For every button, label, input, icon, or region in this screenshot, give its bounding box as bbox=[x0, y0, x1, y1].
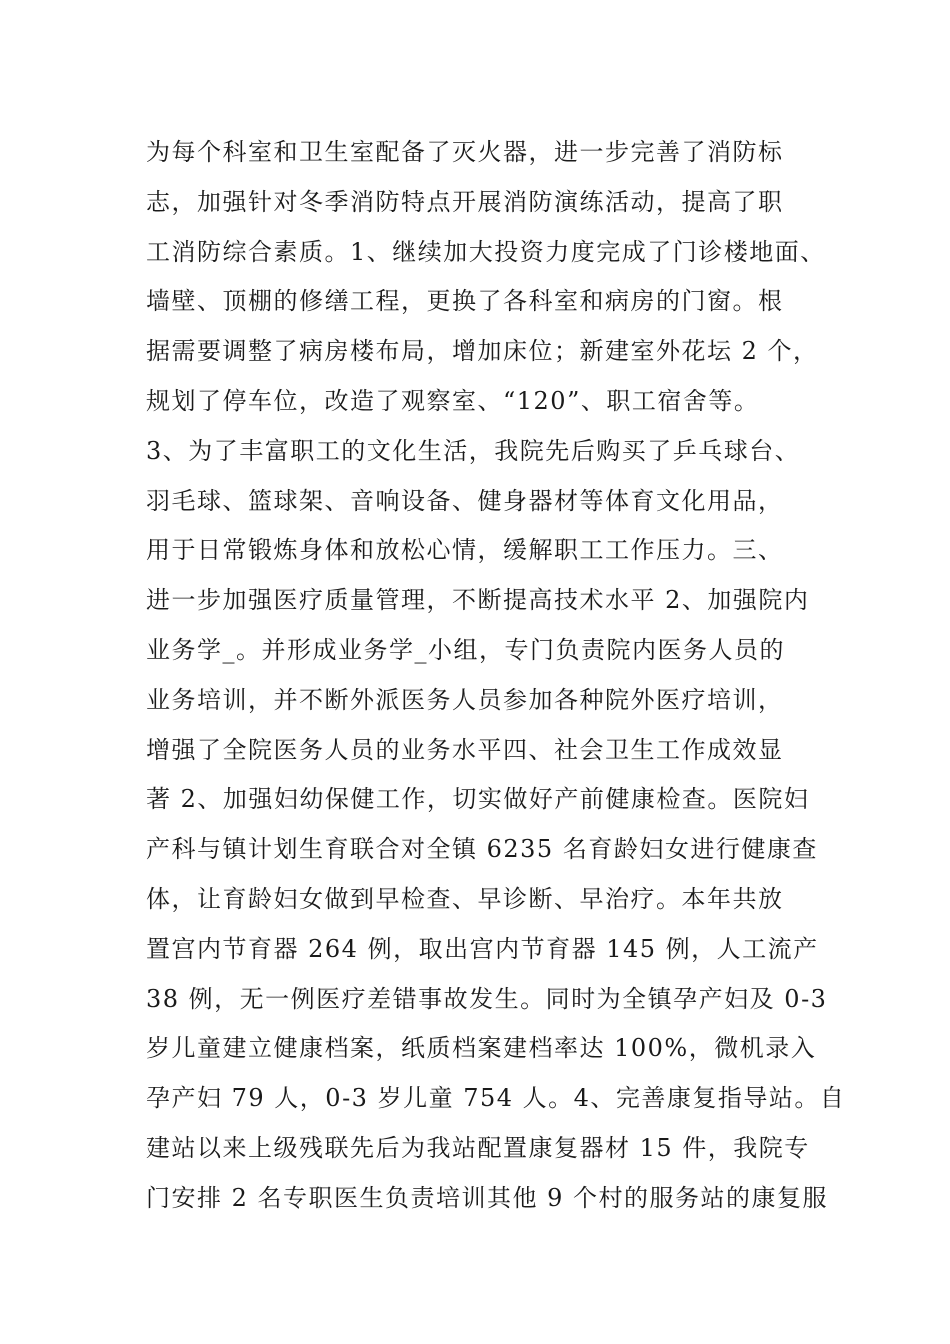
text-line: 产科与镇计划生育联合对全镇 6235 名育龄妇女进行健康查 bbox=[146, 835, 818, 864]
text-line: 志，加强针对冬季消防特点开展消防演练活动，提高了职 bbox=[146, 187, 784, 216]
body-text bbox=[146, 128, 846, 1224]
text-line: 体，让育龄妇女做到早检查、早诊断、早治疗。本年共放 bbox=[146, 884, 784, 913]
text-line: 3、为了丰富职工的文化生活，我院先后购买了乒乓球台、 bbox=[146, 436, 801, 465]
text-line: 孕产妇 79 人，0-3 岁儿童 754 人。4、完善康复指导站。自 bbox=[146, 1084, 846, 1113]
text-line: 业务学_。并形成业务学_小组，专门负责院内医务人员的 bbox=[146, 635, 785, 664]
text-line: 建站以来上级残联先后为我站配置康复器材 15 件，我院专 bbox=[146, 1133, 810, 1162]
text-line: 工消防综合素质。1、继续加大投资力度完成了门诊楼地面、 bbox=[146, 237, 826, 266]
text-line: 增强了全院医务人员的业务水平四、社会卫生工作成效显 bbox=[146, 735, 784, 764]
text-line: 著 2、加强妇幼保健工作，切实做好产前健康检查。医院妇 bbox=[146, 785, 810, 814]
text-line: 进一步加强医疗质量管理，不断提高技术水平 2、加强院内 bbox=[146, 586, 810, 615]
text-line: 据需要调整了病房楼布局，增加床位；新建室外花坛 2 个， bbox=[146, 337, 819, 366]
text-line: 业务培训，并不断外派医务人员参加各种院外医疗培训， bbox=[146, 685, 784, 714]
text-line: 羽毛球、篮球架、音响设备、健身器材等体育文化用品， bbox=[146, 486, 784, 515]
text-line: 墙壁、顶棚的修缮工程，更换了各科室和病房的门窗。根 bbox=[146, 287, 784, 316]
text-line: 门安排 2 名专职医生负责培训其他 9 个村的服务站的康复服 bbox=[146, 1183, 829, 1212]
text-line: 为每个科室和卫生室配备了灭火器，进一步完善了消防标 bbox=[146, 138, 784, 166]
text-line: 用于日常锻炼身体和放松心情，缓解职工工作压力。三、 bbox=[146, 536, 784, 565]
text-line: 岁儿童建立健康档案，纸质档案建档率达 100%，微机录入 bbox=[146, 1034, 817, 1063]
text-line: 38 例，无一例医疗差错事故发生。同时为全镇孕产妇及 0-3 bbox=[146, 984, 828, 1013]
text-line: 置宫内节育器 264 例，取出宫内节育器 145 例，人工流产 bbox=[146, 934, 819, 963]
text-line: 规划了停车位，改造了观察室、“120”、职工宿舍等。 bbox=[146, 386, 760, 415]
